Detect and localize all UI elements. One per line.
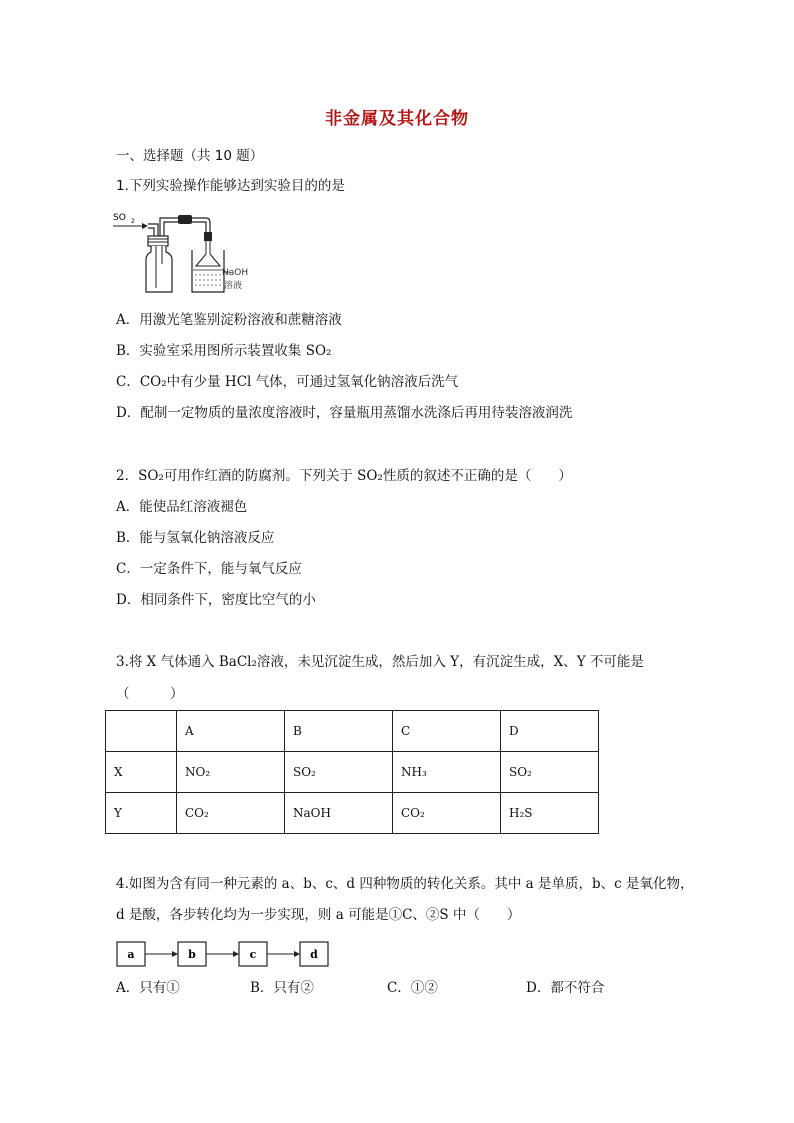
q3-table-header-row bbox=[106, 711, 599, 752]
q3-cell: CO₂ bbox=[393, 793, 501, 834]
q3-cell: NH₃ bbox=[393, 752, 501, 793]
q1-arrow-head bbox=[142, 223, 148, 229]
q4-option-b: B．只有② bbox=[250, 980, 314, 996]
q3-cell: A bbox=[177, 711, 285, 752]
q1-gas-subscript: 2 bbox=[131, 218, 135, 225]
page-title: 非金属及其化合物 bbox=[325, 109, 469, 129]
q3-cell: CO₂ bbox=[177, 793, 285, 834]
q1-solution-label-2: 溶液 bbox=[224, 281, 243, 291]
q4-stem-line-2: d 是酸，各步转化均为一步实现，则 a 可能是①C、②S 中（ ） bbox=[116, 907, 521, 923]
q1-gas-label: SO bbox=[113, 213, 126, 223]
q4-conversion-diagram bbox=[116, 940, 336, 970]
q1-rubber-joint bbox=[178, 215, 192, 224]
q1-option-a: A．用激光笔鉴别淀粉溶液和蔗糖溶液 bbox=[116, 312, 342, 328]
q4-option-d: D．都不符合 bbox=[526, 980, 605, 996]
q2-option-d: D．相同条件下，密度比空气的小 bbox=[116, 592, 316, 608]
q3-cell: SO₂ bbox=[501, 752, 599, 793]
q3-cell: H₂S bbox=[501, 793, 599, 834]
chain-label-a: a bbox=[127, 948, 135, 961]
q1-gas-bottle bbox=[146, 246, 172, 292]
q3-cell: B bbox=[285, 711, 393, 752]
q4-option-c: C．①② bbox=[387, 980, 438, 996]
q1-stopper bbox=[148, 236, 168, 246]
chain-label-d: d bbox=[310, 948, 318, 961]
q2-option-a: A．能使品红溶液褪色 bbox=[116, 499, 248, 515]
q3-cell: Y bbox=[106, 793, 177, 834]
q1-stem: 1.下列实验操作能够达到实验目的的是 bbox=[116, 178, 345, 194]
q3-cell bbox=[106, 711, 177, 752]
q1-option-c: C．CO₂中有少量 HCl 气体，可通过氢氧化钠溶液后洗气 bbox=[116, 374, 459, 390]
q3-stem: 3.将 X 气体通入 BaCl₂溶液，未见沉淀生成，然后加入 Y，有沉淀生成，X、Y 不可能是 bbox=[116, 654, 644, 670]
q3-cell: SO₂ bbox=[285, 752, 393, 793]
q3-answer-blank: （ ） bbox=[116, 686, 184, 702]
q1-solution-label: NaOH bbox=[222, 268, 249, 278]
q4-option-a: A．只有① bbox=[116, 980, 180, 996]
q1-apparatus-figure bbox=[110, 208, 260, 300]
chain-label-b: b bbox=[188, 948, 196, 961]
q2-option-c: C．一定条件下，能与氧气反应 bbox=[116, 561, 302, 577]
q3-cell: NO₂ bbox=[177, 752, 285, 793]
q3-cell: C bbox=[393, 711, 501, 752]
q3-cell: X bbox=[106, 752, 177, 793]
chain-label-c: c bbox=[249, 948, 257, 961]
q3-table bbox=[105, 710, 599, 834]
section-heading: 一、选择题（共 10 题） bbox=[116, 148, 264, 164]
q1-option-b: B．实验室采用图所示装置收集 SO₂ bbox=[116, 343, 332, 359]
q1-funnel bbox=[196, 254, 220, 266]
q1-option-d: D．配制一定物质的量浓度溶液时，容量瓶用蒸馏水洗涤后再用待装溶液润洗 bbox=[116, 405, 573, 421]
q2-stem: 2．SO₂可用作红酒的防腐剂。下列关于 SO₂性质的叙述不正确的是（ ） bbox=[116, 468, 572, 484]
q3-cell: D bbox=[501, 711, 599, 752]
q3-table-row-y bbox=[106, 793, 599, 834]
q3-table-row-x bbox=[106, 752, 599, 793]
q4-stem-line-1: 4.如图为含有同一种元素的 a、b、c、d 四种物质的转化关系。其中 a 是单质，b、c 是氧化物， bbox=[116, 876, 694, 892]
q2-option-b: B．能与氢氧化钠溶液反应 bbox=[116, 530, 275, 546]
q3-cell: NaOH bbox=[285, 793, 393, 834]
